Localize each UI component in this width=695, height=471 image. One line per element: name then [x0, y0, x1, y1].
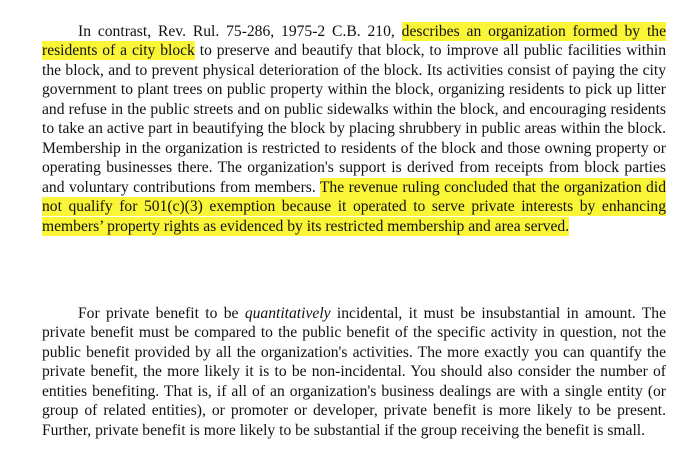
emphasis-quantitatively: quantitatively — [244, 304, 331, 322]
paragraph-body-text: to preserve and beautify that block, to improve all public facilities within the block, and to prevent physical deterioration of the block. Its activities consist of paying the city government to plant trees on public property within the block, organizing residents to pick up litter and refuse in the public streets and on public sidewalks within the block, and encouraging residents to take an active part in beautifying the block by placing shrubbery in public areas within the block. Membership in the organization is restricted to residents of the block and those owning property or operating businesses there. The organization's support is derived from receipts from block parties and voluntary contributions from members. — [42, 42, 666, 196]
highlighted-text-organization: describes an organization formed by the residents of a city block — [42, 22, 666, 60]
paragraph-revenue-ruling — [42, 22, 666, 237]
paragraph-remaining-text: incidental, it must be insubstantial in amount. The private benefit must be compared to the public benefit of the specific activity in question, not the public benefit provided by all the organization's activities. The more exactly you can quantify the private benefit, the more likely it is to be non-incidental. You should also consider the number of entities benefiting. That is, if all of an organization's business dealings are with a single entity (or group of related entities), or promoter or developer, private benefit is more likely to be present. Further, private benefit is more likely to be substantial if the group receiving the benefit is small. — [42, 304, 667, 439]
paragraph-intro-text: In contrast, Rev. Rul. 75-286, 1975-2 C.B. 210, — [78, 22, 402, 40]
paragraph-private-benefit — [42, 304, 666, 441]
paragraph-lead-text: For private benefit to be — [78, 304, 245, 322]
highlighted-text-ruling-conclusion: The revenue ruling concluded that the organization did not qualify for 501(c)(3) exemption because it operated to serve private interests by enhancing members’ property rights as evidenced by its restricted membership and area served. — [42, 178, 666, 235]
